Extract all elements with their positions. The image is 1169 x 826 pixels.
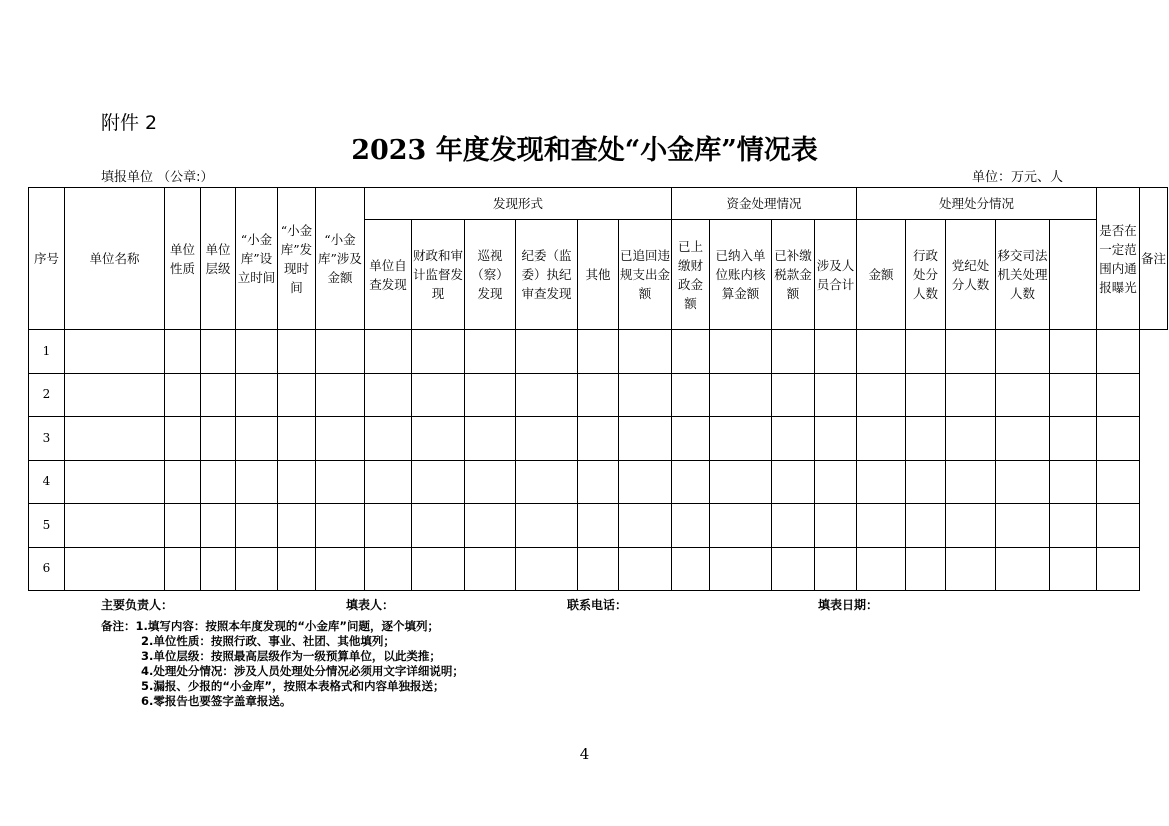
table-cell [906, 460, 946, 504]
row-seq: 4 [29, 460, 65, 504]
header-setup-time: “小金库”设立时间 [236, 188, 278, 330]
table-cell [465, 504, 516, 548]
header-other: 其他 [578, 220, 619, 330]
table-cell [516, 504, 578, 548]
table-cell [857, 547, 906, 591]
table-cell [1050, 504, 1097, 548]
table-cell [365, 547, 412, 591]
table-row [29, 330, 1168, 374]
table-cell [465, 460, 516, 504]
header-amount: “小金库”涉及金额 [316, 188, 365, 330]
table-cell [236, 504, 278, 548]
table-cell [465, 417, 516, 461]
table-cell [201, 417, 236, 461]
table-cell [672, 460, 710, 504]
table-cell [1097, 373, 1140, 417]
header-seq: 序号 [29, 188, 65, 330]
table-cell [465, 330, 516, 374]
header-admin-punish: 行政处分人数 [906, 220, 946, 330]
row-seq: 2 [29, 373, 65, 417]
header-found-time: “小金库”发现时间 [278, 188, 316, 330]
table-cell [619, 547, 672, 591]
header-inspection: 巡视（察）发现 [465, 220, 516, 330]
table-cell [278, 460, 316, 504]
note-line: 3.单位层级：按照最高层级作为一级预算单位，以此类推； [141, 649, 441, 663]
table-cell [165, 373, 201, 417]
table-cell [815, 373, 857, 417]
header-recovered: 已追回违规支出金额 [619, 220, 672, 330]
table-cell [1097, 460, 1140, 504]
table-cell [946, 460, 996, 504]
table-cell [996, 373, 1050, 417]
table-cell [857, 330, 906, 374]
table-row [29, 547, 1168, 591]
table-cell [516, 460, 578, 504]
table-cell [772, 504, 815, 548]
table-cell [815, 547, 857, 591]
table-cell [201, 504, 236, 548]
table-cell [772, 373, 815, 417]
table-cell [772, 330, 815, 374]
table-cell [619, 460, 672, 504]
note-line: 6.零报告也要签字盖章报送。 [141, 694, 292, 708]
table-cell [672, 417, 710, 461]
table-cell [906, 504, 946, 548]
table-cell [578, 373, 619, 417]
table-cell [412, 504, 465, 548]
filler-unit-label: 填报单位 （公章:） [101, 170, 214, 185]
table-cell [1050, 373, 1097, 417]
table-cell [365, 417, 412, 461]
unit-label: 单位：万元、人 [972, 170, 1064, 185]
table-row [29, 417, 1168, 461]
table-cell [201, 547, 236, 591]
table-cell [516, 373, 578, 417]
table-cell [906, 330, 946, 374]
table-cell [857, 460, 906, 504]
table-cell [236, 547, 278, 591]
table-cell [578, 330, 619, 374]
table-cell [1050, 460, 1097, 504]
header-unit-level: 单位层级 [201, 188, 236, 330]
table-cell [278, 373, 316, 417]
note-line: 备注：1.填写内容：按照本年度发现的“小金库”问题，逐个填列； [101, 619, 439, 633]
table-cell [365, 330, 412, 374]
table-row [29, 373, 1168, 417]
table-cell [815, 330, 857, 374]
phone-label: 联系电话： [567, 598, 628, 612]
table-cell [236, 417, 278, 461]
table-cell [946, 504, 996, 548]
table-cell [365, 460, 412, 504]
table-cell [165, 460, 201, 504]
table-cell [412, 547, 465, 591]
header-party-punish: 党纪处分人数 [946, 220, 996, 330]
table-cell [201, 460, 236, 504]
table-cell [465, 373, 516, 417]
table-cell [516, 330, 578, 374]
table-cell [1097, 504, 1140, 548]
row-seq: 5 [29, 504, 65, 548]
table-cell [710, 417, 772, 461]
table-cell [316, 373, 365, 417]
header-group-funds: 资金处理情况 [672, 188, 857, 220]
page-number: 4 [579, 745, 590, 763]
table-cell [316, 417, 365, 461]
header-accounted: 已纳入单位账内核算金额 [710, 220, 772, 330]
table-cell [996, 547, 1050, 591]
table-cell [906, 417, 946, 461]
header-self-check: 单位自查发现 [365, 220, 412, 330]
table-cell [619, 373, 672, 417]
table-cell [236, 373, 278, 417]
page-title: 2023 年度发现和查处“小金库”情况表 [351, 135, 818, 166]
table-cell [578, 417, 619, 461]
table-cell [165, 547, 201, 591]
table-cell [946, 547, 996, 591]
table-cell [165, 417, 201, 461]
table-cell [672, 330, 710, 374]
row-seq: 6 [29, 547, 65, 591]
attachment-label: 附件 2 [101, 112, 158, 134]
table-cell [65, 460, 165, 504]
table-cell [65, 547, 165, 591]
header-paid-finance: 已上缴财政金额 [672, 220, 710, 330]
table-cell [201, 373, 236, 417]
table-cell [578, 547, 619, 591]
table-cell [412, 373, 465, 417]
table-cell [278, 547, 316, 591]
table-cell [1050, 330, 1097, 374]
row-seq: 3 [29, 417, 65, 461]
table-cell [65, 417, 165, 461]
table-cell [710, 330, 772, 374]
table-cell [772, 547, 815, 591]
table-cell [278, 504, 316, 548]
table-cell [672, 547, 710, 591]
header-persons-total: 涉及人员合计 [815, 220, 857, 330]
table-cell [996, 330, 1050, 374]
table-cell [1050, 547, 1097, 591]
header-audit: 财政和审计监督发现 [412, 220, 465, 330]
table-cell [772, 417, 815, 461]
table-cell [710, 547, 772, 591]
table-cell [857, 373, 906, 417]
table-cell [316, 504, 365, 548]
principal-label: 主要负责人： [101, 598, 174, 612]
header-discipline: 纪委（监委）执纪审查发现 [516, 220, 578, 330]
table-cell [710, 504, 772, 548]
header-judicial: 移交司法机关处理人数 [996, 220, 1050, 330]
table-cell [857, 504, 906, 548]
row-seq: 1 [29, 330, 65, 374]
header-exposed: 是否在一定范围内通报曝光 [1097, 188, 1140, 330]
table-cell [165, 330, 201, 374]
table-cell [672, 373, 710, 417]
table-cell [578, 504, 619, 548]
table-cell [996, 504, 1050, 548]
date-label: 填表日期： [818, 598, 879, 612]
table-cell [815, 460, 857, 504]
table-cell [1050, 417, 1097, 461]
table-cell [1097, 547, 1140, 591]
report-table [28, 187, 1168, 591]
table-cell [946, 417, 996, 461]
table-cell [365, 504, 412, 548]
table-cell [412, 330, 465, 374]
table-row [29, 504, 1168, 548]
header-tax: 已补缴税款金额 [772, 220, 815, 330]
note-line: 5.漏报、少报的“小金库”，按照本表格式和内容单独报送； [141, 679, 445, 693]
note-line: 2.单位性质：按照行政、事业、社团、其他填列； [141, 634, 395, 648]
table-cell [201, 330, 236, 374]
table-cell [772, 460, 815, 504]
table-cell [1097, 330, 1140, 374]
table-cell [236, 460, 278, 504]
table-cell [278, 330, 316, 374]
table-cell [412, 417, 465, 461]
table-cell [165, 504, 201, 548]
table-cell [516, 547, 578, 591]
table-cell [578, 460, 619, 504]
table-cell [857, 417, 906, 461]
table-cell [516, 417, 578, 461]
table-row [29, 460, 1168, 504]
filler-label: 填表人： [346, 598, 395, 612]
table-cell [996, 460, 1050, 504]
table-cell [65, 373, 165, 417]
table-cell [1097, 417, 1140, 461]
table-cell [316, 330, 365, 374]
header-group-punishment: 处理处分情况 [857, 188, 1097, 220]
table-cell [619, 330, 672, 374]
table-cell [619, 417, 672, 461]
notes [101, 619, 464, 709]
table-cell [365, 373, 412, 417]
note-line: 4.处理处分情况：涉及人员处理处分情况必须用文字详细说明； [141, 664, 464, 678]
table-cell [65, 330, 165, 374]
header-unit-name: 单位名称 [65, 188, 165, 330]
table-cell [906, 547, 946, 591]
header-remarks: 备注 [1140, 188, 1168, 330]
table-cell [815, 504, 857, 548]
table-cell [815, 417, 857, 461]
table-cell [465, 547, 516, 591]
header-money: 金额 [857, 220, 906, 330]
table-cell [619, 504, 672, 548]
table-cell [316, 460, 365, 504]
table-cell [278, 417, 316, 461]
table-cell [412, 460, 465, 504]
table-cell [996, 417, 1050, 461]
table-cell [65, 504, 165, 548]
header-group-discovery: 发现形式 [365, 188, 672, 220]
table-cell [946, 330, 996, 374]
table-cell [236, 330, 278, 374]
table-cell [710, 460, 772, 504]
table-cell [946, 373, 996, 417]
table-cell [906, 373, 946, 417]
table-cell [710, 373, 772, 417]
header-unit-nature: 单位性质 [165, 188, 201, 330]
table-cell [672, 504, 710, 548]
table-cell [316, 547, 365, 591]
